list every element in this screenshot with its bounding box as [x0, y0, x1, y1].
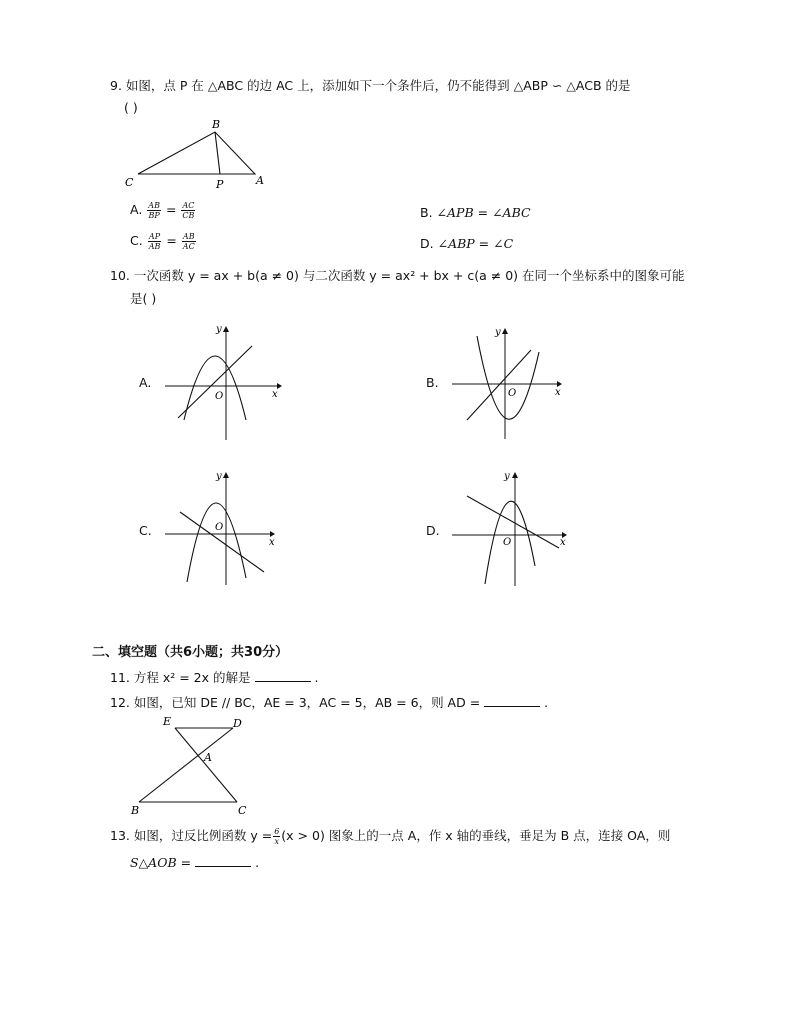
svg-text:y: y [504, 471, 510, 482]
q12-label-E: E [163, 715, 172, 728]
svg-text:x: x [555, 387, 561, 398]
q12-label-D: D [233, 717, 242, 730]
q12-answer-blank[interactable] [484, 706, 540, 707]
svg-text:O: O [215, 522, 224, 533]
q10-graph-d [447, 468, 572, 590]
q9-stem [110, 76, 631, 94]
svg-text:O: O [215, 391, 224, 402]
q10-option-d-label[interactable]: D. [426, 523, 440, 538]
q10-stem [110, 266, 685, 284]
svg-text:O: O [503, 537, 512, 548]
q10-number: 10. [110, 268, 130, 283]
q11-text: 方程 x² = 2x 的解是 [133, 670, 251, 685]
svg-text:y: y [216, 324, 222, 335]
q12-text: 如图，已知 DE // BC，AE = 3，AC = 5，AB = 6，则 AD = [133, 695, 481, 710]
q11-line: 11. 方程 x² = 2x 的解是 . [110, 670, 319, 685]
q9-label-C: C [125, 176, 134, 189]
q9-label-B: B [212, 118, 221, 131]
q9-label-A: A [256, 174, 264, 187]
q13-line2: S△AOB = . [130, 855, 260, 870]
svg-text:x: x [269, 537, 275, 548]
q11-answer-blank[interactable] [255, 681, 311, 682]
q10-option-b-label[interactable]: B. [426, 375, 439, 390]
svg-text:y: y [216, 471, 222, 482]
q10-graph-a [160, 320, 285, 445]
q12-label-A: A [204, 751, 212, 764]
q10-option-a-label[interactable]: A. [139, 375, 152, 390]
svg-text:x: x [560, 537, 566, 548]
q13-answer-blank[interactable] [195, 866, 251, 867]
section-fill-in-title: 二、填空题（共6小题；共30分） [92, 645, 289, 660]
svg-text:y: y [495, 327, 501, 338]
q10-graph-b [447, 324, 572, 444]
q13-number: 13. [110, 828, 130, 843]
q12-label-C: C [238, 804, 247, 817]
q12-label-B: B [131, 804, 140, 817]
q9-label-P: P [216, 178, 224, 191]
q9-answer-paren: ( ) [124, 100, 138, 115]
q9-option-d[interactable]: D. ∠ABP = ∠C [420, 236, 514, 251]
q12-line: 12. 如图，已知 DE // BC，AE = 3，AC = 5，AB = 6，则 AD = . [110, 695, 549, 710]
q11-number: 11. [110, 670, 130, 685]
q9-option-a[interactable]: A. $\frac{AB}{BP}$ = $\frac{AC}{CB}$ [130, 201, 195, 220]
q9-stem-text: 如图，点 P 在 △ABC 的边 AC 上，添加如下一个条件后，仍不能得到 △ABP ∽ △ACB 的是 [125, 78, 631, 93]
q9-option-b[interactable]: B. ∠APB = ∠ABC [420, 205, 531, 220]
q12-figure [125, 710, 260, 820]
q9-triangle-figure [120, 116, 280, 192]
svg-text:x: x [272, 389, 278, 400]
q10-option-c-label[interactable]: C. [139, 523, 152, 538]
q13-line: 13. 如图，过反比例函数 y = $\frac{6}{x}$ (x > 0) 图象上的一点 A，作 x 轴的垂线，垂足为 B 点，连接 OA，则 [110, 827, 671, 846]
svg-text:O: O [508, 388, 517, 399]
q10-stem-line2: 是( ) [130, 291, 157, 306]
q9-number: 9. [110, 78, 122, 93]
q10-graph-c [160, 470, 285, 590]
q10-stem-text: 一次函数 y = ax + b(a ≠ 0) 与二次函数 y = ax² + bx + c(a ≠ 0) 在同一个坐标系中的图象可能 [133, 268, 685, 283]
q9-option-c[interactable]: C. $\frac{AP}{AB}$ = $\frac{AB}{AC}$ [130, 232, 195, 251]
q12-number: 12. [110, 695, 130, 710]
